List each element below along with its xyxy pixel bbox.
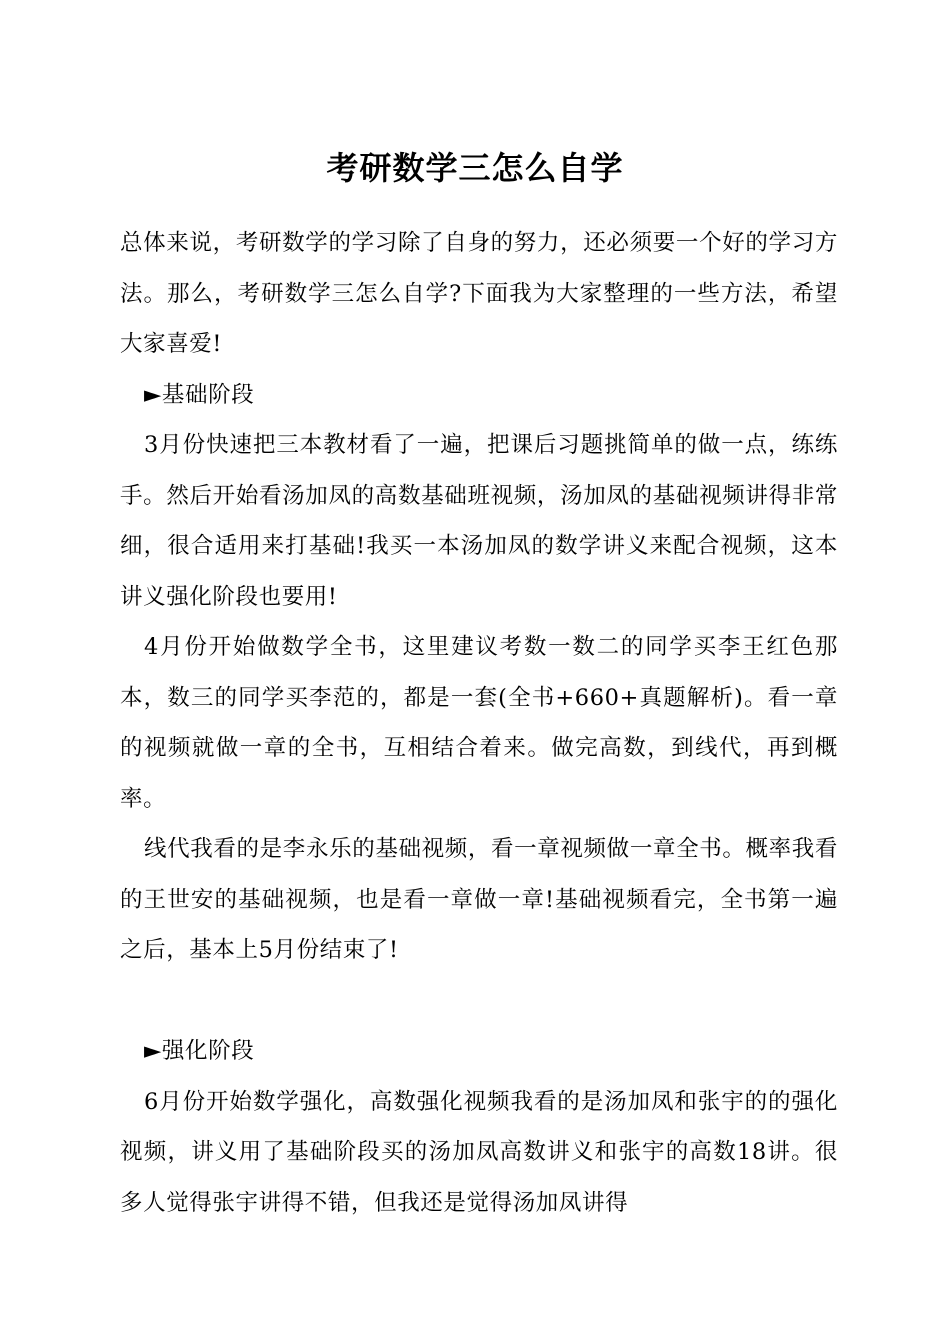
section-heading-basic: ►基础阶段 [144,381,255,408]
paragraph: 6月份开始数学强化，高数强化视频我看的是汤加凤和张宇的的强化视频，讲义用了基础阶段买的汤加凤高数讲义和张宇的高数18讲。很多人觉得张宇讲得不错，但我还是觉得汤加凤讲得 [120,1088,838,1216]
paragraph: 线代我看的是李永乐的基础视频，看一章视频做一章全书。概率我看的王世安的基础视频，也是看一章做一章!基础视频看完，全书第一遍之后，基本上5月份结束了! [120,836,838,963]
paragraph: 4月份开始做数学全书，这里建议考数一数二的同学买李王红色那本，数三的同学买李范的，都是一套(全书+660+真题解析)。看一章的视频就做一章的全书，互相结合着来。做完高数，到线代，再到概率。 [120,634,838,812]
intro-paragraph: 总体来说，考研数学的学习除了自身的努力，还必须要一个好的学习方法。那么，考研数学三怎么自学?下面我为大家整理的一些方法，希望大家喜爱! [120,230,838,357]
document-body [120,218,838,1228]
section-heading-intensive: ►强化阶段 [144,1038,255,1064]
blank-line [120,976,838,1027]
paragraph: 3月份快速把三本教材看了一遍，把课后习题挑简单的做一点，练练手。然后开始看汤加凤的高数基础班视频，汤加凤的基础视频讲得非常细，很合适用来打基础!我买一本汤加凤的数学讲义来配合视频，这本讲义强化阶段也要用! [120,432,838,610]
document-title: 考研数学三怎么自学 [326,149,624,187]
